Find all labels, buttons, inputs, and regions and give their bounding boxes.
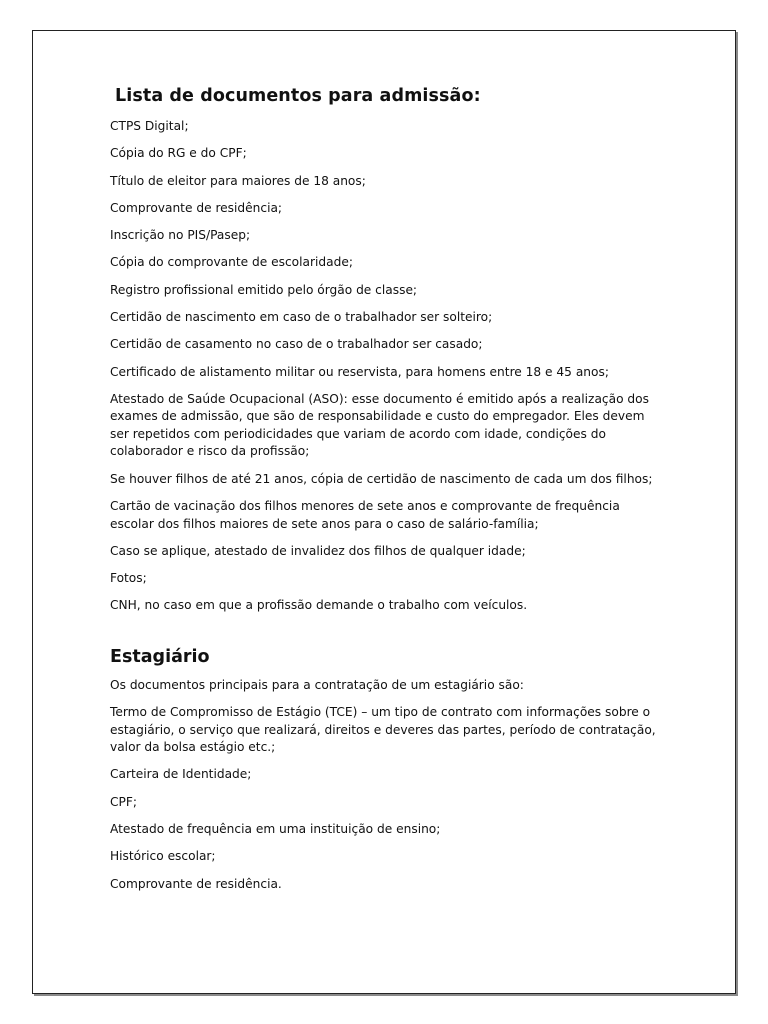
- list-item: Carteira de Identidade;: [110, 767, 252, 782]
- intern-document-list: [110, 704, 660, 893]
- list-item: Cópia do RG e do CPF;: [110, 146, 247, 161]
- document-content: [110, 86, 660, 903]
- list-item: Título de eleitor para maiores de 18 anos;: [110, 173, 366, 188]
- list-item: Comprovante de residência;: [110, 200, 283, 215]
- list-item: Comprovante de residência.: [110, 876, 282, 891]
- document-page: [32, 30, 736, 994]
- list-item: Atestado de frequência em uma instituição de ensino;: [110, 821, 441, 836]
- list-item: Caso se aplique, atestado de invalidez dos filhos de qualquer idade;: [110, 543, 526, 558]
- intern-intro: Os documentos principais para a contratação de um estagiário são:: [110, 677, 524, 692]
- section-spacer: [110, 625, 660, 647]
- list-item: CTPS Digital;: [110, 119, 189, 133]
- list-item: Certidão de nascimento em caso de o trabalhador ser solteiro;: [110, 310, 493, 325]
- list-item: Fotos;: [110, 571, 147, 586]
- list-item: CPF;: [110, 794, 137, 809]
- list-item: Certidão de casamento no caso de o trabalhador ser casado;: [110, 337, 483, 352]
- list-item: Cópia do comprovante de escolaridade;: [110, 255, 353, 270]
- list-item: Cartão de vacinação dos filhos menores de sete anos e comprovante de frequência escolar dos filhos maiores de sete anos para o caso de salário-família;: [110, 499, 620, 531]
- admission-document-list: [110, 118, 660, 615]
- intern-heading: Estagiário: [110, 646, 210, 667]
- list-item: Se houver filhos de até 21 anos, cópia de certidão de nascimento de cada um dos filhos;: [110, 471, 653, 486]
- list-item: Atestado de Saúde Ocupacional (ASO): esse documento é emitido após a realização dos exames de admissão, que são de responsabilidade e custo do empregador. Eles devem ser repetidos com periodicidades que variam de acordo com idade, condições do colaborador e risco da profissão;: [110, 391, 649, 459]
- admission-heading: Lista de documentos para admissão:: [115, 86, 481, 106]
- list-item: CNH, no caso em que a profissão demande o trabalho com veículos.: [110, 598, 528, 613]
- list-item: Registro profissional emitido pelo órgão de classe;: [110, 282, 418, 297]
- list-item: Certificado de alistamento militar ou reservista, para homens entre 18 e 45 anos;: [110, 364, 609, 379]
- list-item: Termo de Compromisso de Estágio (TCE) – um tipo de contrato com informações sobre o estagiário, o serviço que realizará, direitos e deveres das partes, período de contratação, valor da bolsa estágio etc.;: [110, 705, 656, 755]
- list-item: Histórico escolar;: [110, 849, 216, 864]
- list-item: Inscrição no PIS/Pasep;: [110, 228, 251, 243]
